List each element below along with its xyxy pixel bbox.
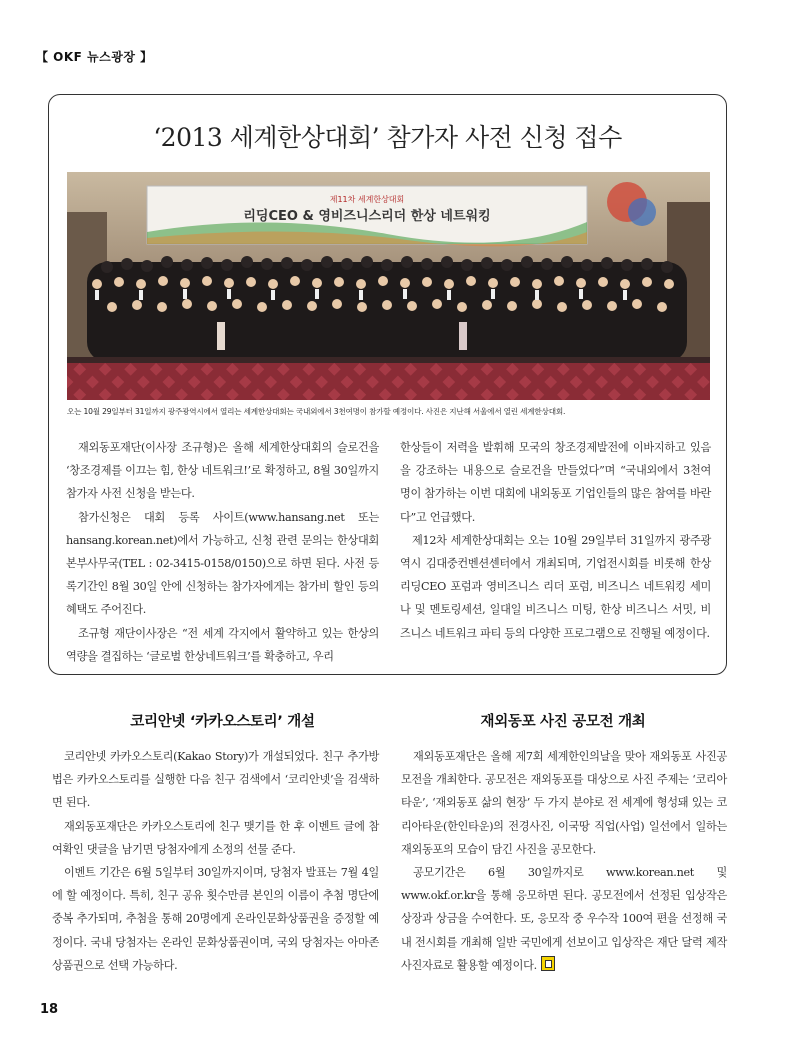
left-article-title: 코리안넷 ‘카카오스토리’ 개설: [130, 714, 315, 730]
photo-caption: 오는 10월 29일부터 31일까지 광주광역시에서 열리는 세계한상대회는 국내외에서 3천여명이 참가할 예정이다. 사진은 지난해 서울에서 열린 세계한상대회.: [67, 407, 566, 416]
page-number: 18: [40, 1002, 59, 1017]
banner-small-text: 제11차 세계한상대회: [329, 195, 405, 204]
right-article-body: [401, 745, 727, 977]
featured-right-column: [400, 436, 711, 645]
section-tag: 【 OKF 뉴스광장 】: [36, 50, 153, 64]
right-article-paragraph: 재외동포재단은 올해 제7회 세계한인의날을 맞아 재외동포 사진공모전을 개최한다. 공모전은 재외동포를 대상으로 사진 주제는 ‘코리아 타운’, ‘재외동포 삶의 현장’ 두 가지 분야로 전 세계에 형성돼 있는 코리아타운(한인타운)의 전경사진, 이국땅 직업(사업) 일선에서 일하는 재외동포의 모습이 담긴 사진을 공모한다.: [401, 750, 727, 856]
featured-left-column: [66, 436, 379, 668]
featured-paragraph: 재외동포재단(이사장 조규형)은 올해 세계한상대회의 슬로건을 ‘창조경제를 이끄는 힘, 한상 네트워크!’로 확정하고, 8월 30일까지 참가자 사전 신청을 받는다.: [66, 441, 379, 501]
right-article-title: 재외동포 사진 공모전 개최: [480, 714, 646, 730]
left-article-paragraph: 코리안넷 카카오스토리(Kakao Story)가 개설되었다. 친구 추가방법은 카카오스토리를 실행한 다음 친구 검색에서 ‘코리안넷’을 검색하면 된다.: [52, 750, 379, 810]
right-article-paragraph-text: 공모기간은 6월 30일까지로 www.korean.net 및 www.okf.or.kr을 통해 응모하면 된다. 공모전에서 선정된 입상작은 상장과 상금을 수여한다. 또, 응모작 중 우수작 100여 편을 선정해 국내 전시회를 개최해 일반 국민에게 선보이고 입상작은 재단 달력 제작 사진자료로 활용할 예정이다.: [401, 866, 727, 972]
right-article-paragraph: [401, 861, 727, 977]
featured-paragraph: 제12차 세계한상대회는 오는 10월 29일부터 31일까지 광주광역시 김대중컨벤션센터에서 개최되며, 기업전시회를 비롯해 한상 리딩CEO 포럼과 영비즈니스 리더 포럼, 비즈니스 네트워킹 세미나 및 멘토링세션, 일대일 비즈니스 미팅, 한상 비즈니스 서밋, 비즈니스 네트워크 파티 등의 다양한 프로그램으로 진행될 예정이다.: [400, 533, 711, 640]
left-article-paragraph: 이벤트 기간은 6월 5일부터 30일까지이며, 당첨자 발표는 7월 4일에 할 예정이다. 특히, 친구 공유 횟수만큼 본인의 이름이 추첨 명단에 중복 추가되며, 추첨을 통해 20명에게 온라인문화상품권을 증정할 예정이다. 국내 당첨자는 온라인 문화상품권이며, 국외 당첨자는 아마존 상품권으로 선택 가능하다.: [52, 866, 379, 972]
left-article-body: [52, 745, 379, 977]
left-article-paragraph: 재외동포재단은 카카오스토리에 친구 맺기를 한 후 이벤트 글에 참여확인 댓글을 남기면 당첨자에게 소정의 선물 준다.: [52, 819, 379, 856]
event-photo: [67, 172, 710, 400]
featured-title: ‘2013 세계한상대회’ 참가자 사전 신청 접수: [153, 123, 622, 152]
featured-paragraph: 조규형 재단이사장은 “전 세계 각지에서 활약하고 있는 한상의 역량을 결집하는 ‘글로벌 한상네트워크’를 확충하고, 우리: [66, 626, 379, 663]
end-mark-icon: [541, 956, 555, 971]
featured-paragraph: 한상들이 저력을 발휘해 모국의 창조경제발전에 이바지하고 있음을 강조하는 내용으로 슬로건을 만들었다”며 “국내외에서 3천여 명이 참가하는 이번 대회에 내외동포 기업인들의 많은 참여를 바란다”고 언급했다.: [400, 441, 711, 524]
featured-paragraph: 참가신청은 대회 등록 사이트(www.hansang.net 또는 hansang.korean.net)에서 가능하고, 신청 관련 문의는 한상대회 본부사무국(TEL : 02-3415-0158/0150)으로 하면 된다. 사전 등록기간인 8월 30일 안에 신청하는 참가자에게는 참가비 할인 등의 혜택도 주어진다.: [66, 510, 379, 617]
banner-main-text: 리딩CEO & 영비즈니스리더 한상 네트워킹: [243, 209, 491, 224]
